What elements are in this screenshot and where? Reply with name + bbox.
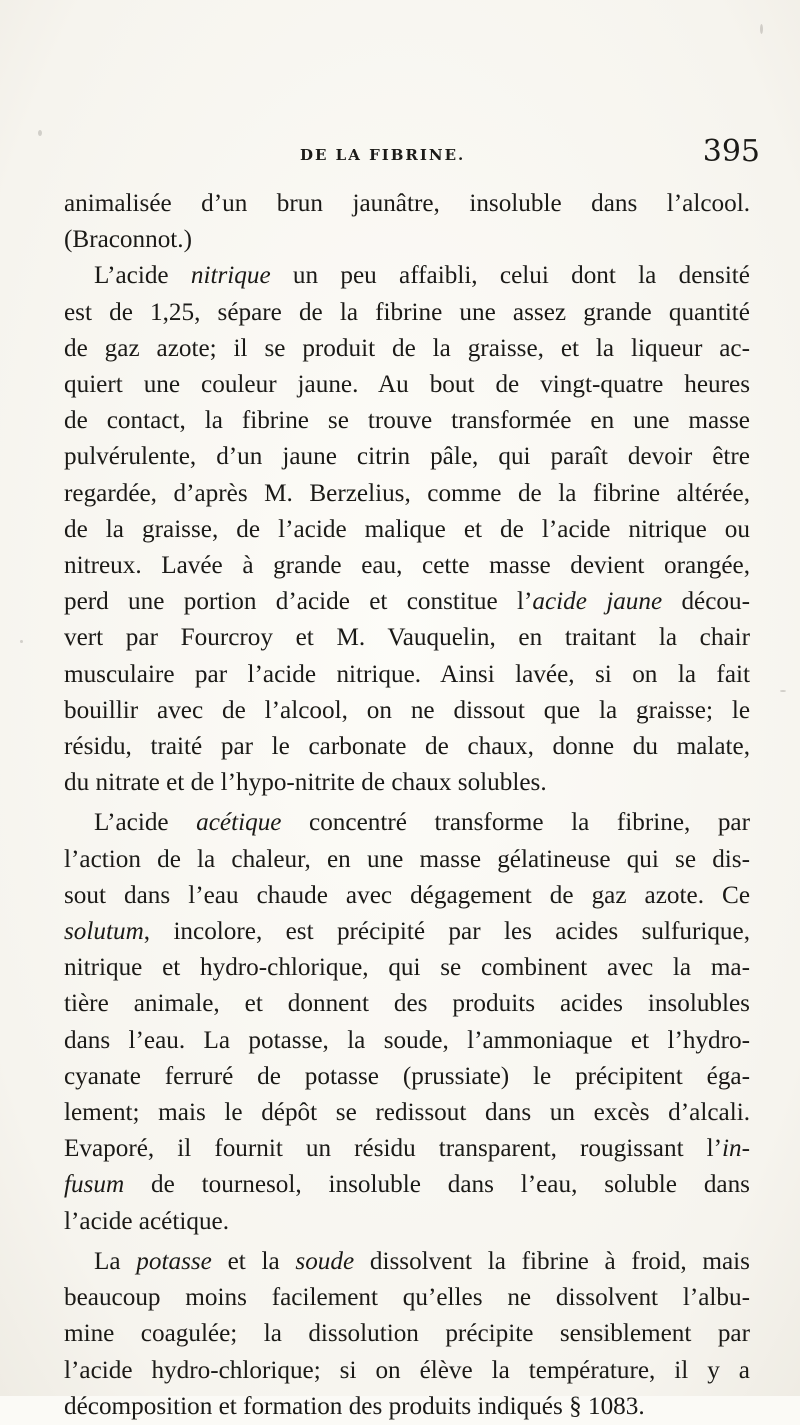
text-line: [64, 805, 750, 841]
paper-speck: [760, 24, 763, 34]
text-span: perd une portion d’acide et constitue l’: [64, 588, 533, 616]
text-line: mine coagulée; la dissolution précipite sensiblement par: [64, 1320, 750, 1348]
italic-term: nitrique: [190, 262, 271, 290]
text-line: (Braconnot.): [64, 226, 192, 254]
paragraph-3: [64, 805, 750, 1239]
paragraph-1: [64, 186, 750, 258]
text-line: bouillir avec de l’alcool, on ne dissout que la graisse; le: [64, 696, 750, 724]
italic-term: acide jaune: [532, 588, 663, 616]
text-line: musculaire par l’acide nitrique. Ainsi lavée, si on la fait: [64, 660, 750, 688]
text-line: sout dans l’eau chaude avec dégagement de gaz azote. Ce: [64, 881, 750, 909]
text-line: nitrique et hydro-chlorique, qui se combinent avec la ma-: [64, 954, 750, 982]
text-span: de tournesol, insoluble dans l’eau, soluble dans: [124, 1171, 750, 1199]
text-line: l’action de la chaleur, en une masse gélatineuse qui se dis-: [64, 845, 750, 873]
text-line: de contact, la fibrine se trouve transformée en une masse: [64, 407, 750, 435]
italic-term: in-: [722, 1135, 750, 1163]
running-head: DE LA FIBRINE.: [300, 146, 466, 164]
paper-speck: [20, 640, 23, 643]
page-header: [60, 134, 760, 180]
text-line: [64, 584, 750, 620]
text-line: [64, 1244, 750, 1280]
text-line: lement; mais le dépôt se redissout dans un excès d’alcali.: [64, 1099, 750, 1127]
text-line: décomposition et formation des produits indiqués § 1083.: [64, 1392, 645, 1420]
text-line: [64, 258, 750, 294]
text-line: est de 1,25, sépare de la fibrine une assez grande quantité: [64, 298, 750, 326]
text-line: pulvérulente, d’un jaune citrin pâle, qui paraît devoir être: [64, 443, 750, 471]
text-span: , incolore, est précipité par les acides sulfurique,: [143, 918, 750, 946]
text-span: concentré transforme la fibrine, par: [281, 809, 751, 837]
text-line: regardée, d’après M. Berzelius, comme de la fibrine altérée,: [64, 479, 750, 507]
text-span: décou-: [662, 588, 750, 616]
text-span: L’acide: [94, 809, 197, 837]
text-span: dissolvent la fibrine à froid, mais: [354, 1247, 750, 1275]
text-line: tière animale, et donnent des produits acides insolubles: [64, 990, 750, 1018]
italic-term: potasse: [136, 1247, 212, 1275]
text-span: La: [94, 1247, 137, 1275]
text-line: beaucoup moins facilement qu’elles ne dissolvent l’albu-: [64, 1284, 750, 1312]
italic-term: fusum: [64, 1171, 125, 1199]
text-line: résidu, traité par le carbonate de chaux, donne du malate,: [64, 733, 750, 761]
text-line: [64, 914, 750, 950]
text-span: Evaporé, il fournit un résidu transparent, rougissant l’: [64, 1135, 723, 1163]
text-line: l’acide acétique.: [64, 1207, 230, 1235]
text-line: l’acide hydro-chlorique; si on élève la température, il y a: [64, 1356, 750, 1384]
text-line: nitreux. Lavée à grande eau, cette masse devient orangée,: [64, 552, 750, 580]
text-span: L’acide: [94, 262, 191, 290]
text-span: et la: [211, 1247, 296, 1275]
text-line: du nitrate et de l’hypo-nitrite de chaux solubles.: [64, 769, 547, 797]
paragraph-4: [64, 1244, 750, 1425]
italic-term: soude: [295, 1247, 355, 1275]
text-line: [64, 1167, 750, 1203]
text-line: de la graisse, de l’acide malique et de l’acide nitrique ou: [64, 515, 750, 543]
text-line: de gaz azote; il se produit de la graisse, et la liqueur ac-: [64, 334, 750, 362]
text-span: un peu affaibli, celui dont la densité: [270, 262, 750, 290]
text-line: animalisée d’un brun jaunâtre, insoluble dans l’alcool.: [64, 190, 750, 217]
paper-speck: [38, 130, 42, 136]
text-line: dans l’eau. La potasse, la soude, l’ammoniaque et l’hydro-: [64, 1026, 750, 1054]
italic-term: acétique: [196, 809, 282, 837]
italic-term: solutum: [64, 918, 144, 946]
page-number: 395: [702, 134, 760, 169]
paper-speck: [780, 690, 786, 692]
text-line: [64, 1131, 750, 1167]
text-line: vert par Fourcroy et M. Vauquelin, en traitant la chair: [64, 624, 750, 652]
text-line: cyanate ferruré de potasse (prussiate) le précipitent éga-: [64, 1062, 750, 1090]
text-line: quiert une couleur jaune. Au bout de vingt-quatre heures: [64, 371, 750, 399]
body-text: [64, 186, 750, 1425]
paragraph-2: [64, 258, 750, 801]
